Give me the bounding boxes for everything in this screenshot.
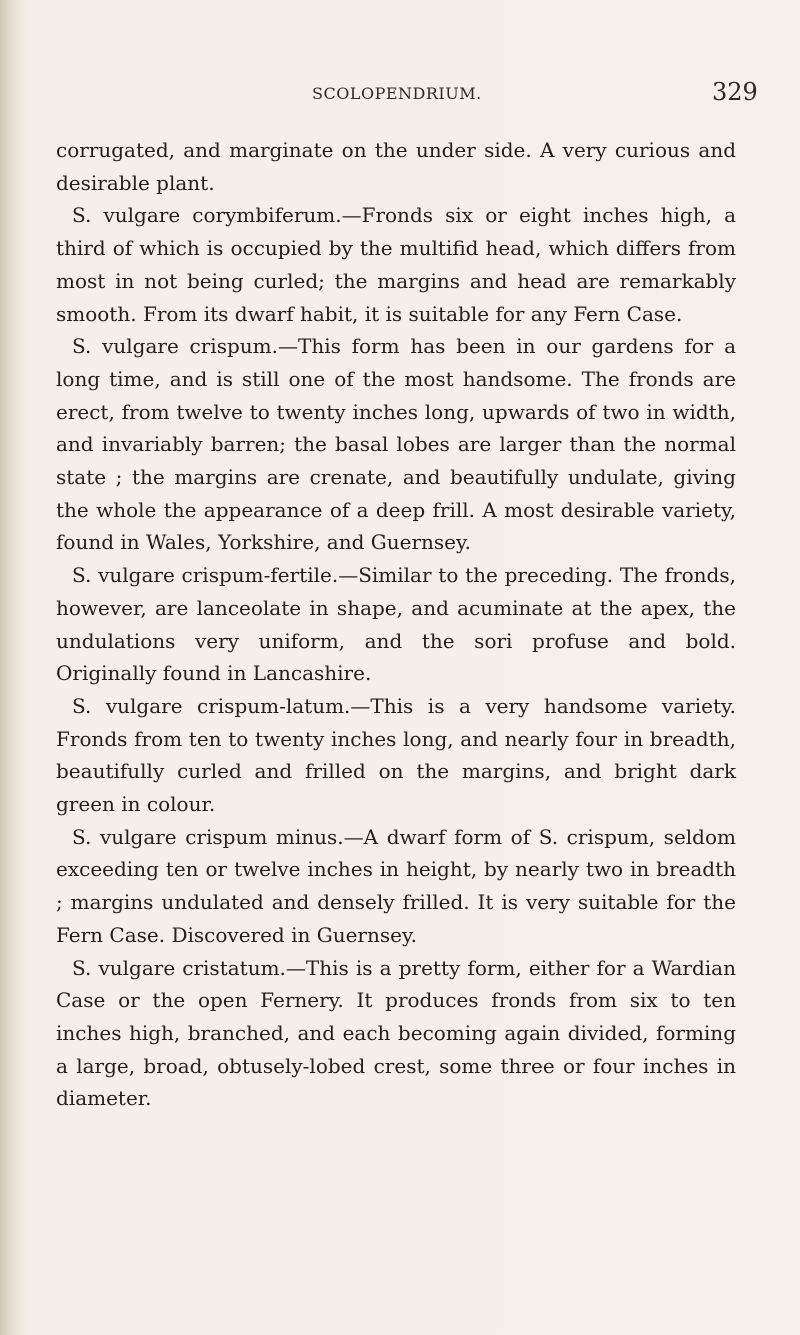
page-number: 329 (712, 78, 758, 106)
page-header (0, 78, 800, 124)
entry-text: —Fronds six or eight inches high, a third of which is occupied by the multifid head, which differs from most in not being curled; the margins and head are remarkably smooth. From its dwarf habit, it is suitable for any Fern Case. (56, 203, 736, 326)
entry-name: S. vulgare cristatum. (72, 955, 286, 980)
entry-text: —This form has been in our gardens for a long time, and is still one of the most handsome. The fronds are erect, from twelve to twenty inches long, upwards of two in width, and invariably barren; the basal lobes are larger than the normal state ; the margins are crenate, and beautifully undulate, giving the whole the appearance of a deep frill. A most desirable variety, found in Wales, Yorkshire, and Guernsey. (56, 334, 737, 555)
entry-text: —A dwarf form of S. crispum, seldom exceeding ten or twelve inches in height, by nearly two in breadth ; margins undulated and densely frilled. It is very suitable for the Fern Case. Discovered in Guernsey. (56, 824, 736, 947)
entry-text: —Similar to the preceding. The fronds, however, are lanceolate in shape, and acuminate at the apex, the undulations very uniform, and the sori profuse and bold. Originally found in Lancashire. (56, 563, 736, 686)
continuation-paragraph: corrugated, and marginate on the under side. A very curious and desirable plant. (56, 138, 736, 195)
entry-crispum (56, 330, 736, 559)
entry-corymbiferum (56, 199, 736, 330)
entry-name: S. vulgare crispum. (72, 334, 278, 359)
body-text (56, 134, 736, 1115)
entry-name: S. vulgare corymbiferum. (72, 203, 342, 228)
entry-name: S. vulgare crispum-latum. (72, 693, 351, 718)
entry-crispum-latum (56, 690, 736, 821)
entry-name: S. vulgare crispum minus. (72, 824, 344, 849)
entry-text: —This is a very handsome variety. Fronds from ten to twenty inches long, and nearly four in breadth, beautifully curled and frilled on the margins, and bright dark green in colour. (56, 693, 736, 817)
entry-text: —This is a pretty form, either for a Wardian Case or the open Fernery. It produces fronds from six to ten inches high, branched, and each becoming again divided, forming a large, broad, obtusely-lobed crest, some three or four inches in diameter. (56, 955, 736, 1111)
entry-name: S. vulgare crispum-fertile. (72, 563, 339, 588)
entry-crispum-fertile (56, 559, 736, 690)
running-head: SCOLOPENDRIUM. (312, 84, 482, 103)
entry-crispum-minus (56, 821, 736, 952)
entry-cristatum (56, 952, 736, 1116)
